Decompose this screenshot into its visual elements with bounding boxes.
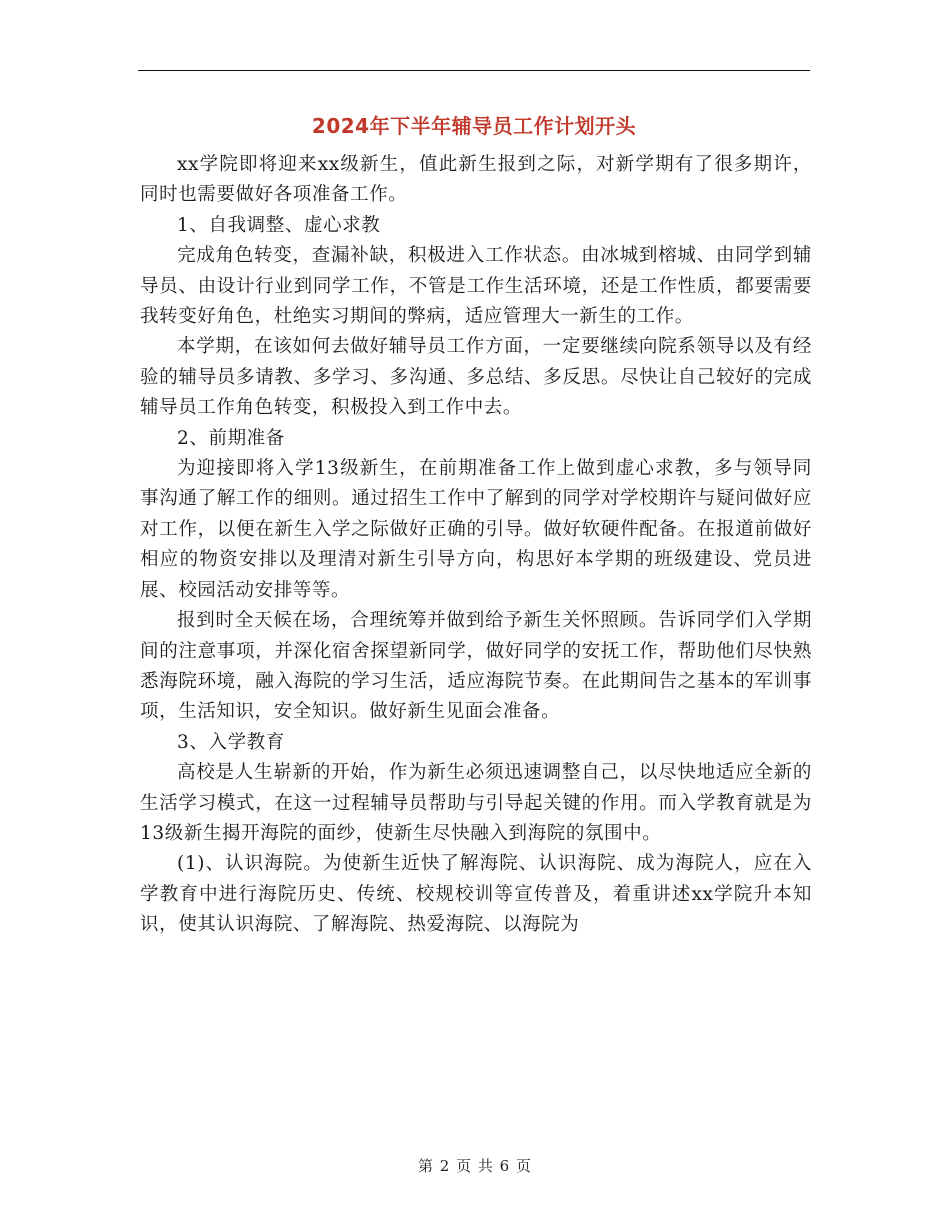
paragraph: 报到时全天候在场，合理统筹并做到给予新生关怀照顾。告诉同学们入学期间的注意事项，并深化宿舍探望新同学，做好同学的安抚工作，帮助他们尽快熟悉海院环境，融入海院的学习生活，适应海院节奏。在此期间告之基本的军训事项，生活知识，安全知识。做好新生见面会准备。 xyxy=(140,610,812,723)
paragraph: 完成角色转变，查漏补缺，积极进入工作状态。由冰城到榕城、由同学到辅导员、由设计行业到同学工作，不管是工作生活环境，还是工作性质，都要需要我转变好角色，杜绝实习期间的弊病，适应管理大一新生的工作。 xyxy=(140,245,812,328)
section-heading-3: 3、入学教育 xyxy=(177,731,285,753)
header-rule xyxy=(138,70,810,71)
paragraph: (1)、认识海院。为使新生近快了解海院、认识海院、成为海院人，应在入学教育中进行海院历史、传统、校规校训等宣传普及，着重讲述xx学院升本知识，使其认识海院、了解海院、热爱海院、以海院为 xyxy=(140,853,812,936)
section-heading-1: 1、自我调整、虚心求教 xyxy=(177,214,381,236)
page-number: 第 2 页 共 6 页 xyxy=(418,1157,532,1175)
paragraph: 为迎接即将入学13级新生，在前期准备工作上做到虚心求教，多与领导同事沟通了解工作的细则。通过招生工作中了解到的同学对学校期许与疑问做好应对工作，以便在新生入学之际做好正确的引导。做好软硬件配备。在报道前做好相应的物资安排以及理清对新生引导方向，构思好本学期的班级建设、党员进展、校园活动安排等等。 xyxy=(140,458,812,601)
document-body xyxy=(140,150,812,941)
paragraph: 高校是人生崭新的开始，作为新生必须迅速调整自己，以尽快地适应全新的生活学习模式，在这一过程辅导员帮助与引导起关键的作用。而入学教育就是为13级新生揭开海院的面纱，使新生尽快融入到海院的氛围中。 xyxy=(140,762,812,844)
section-heading-2: 2、前期准备 xyxy=(177,427,285,449)
paragraph: 本学期，在该如何去做好辅导员工作方面，一定要继续向院系领导以及有经验的辅导员多请教、多学习、多沟通、多总结、多反思。尽快让自己较好的完成辅导员工作角色转变，积极投入到工作中去。 xyxy=(140,336,812,419)
paragraph-intro: xx学院即将迎来xx级新生，值此新生报到之际，对新学期有了很多期许，同时也需要做好各项准备工作。 xyxy=(140,154,812,206)
document-title: 2024年下半年辅导员工作计划开头 xyxy=(311,114,637,138)
